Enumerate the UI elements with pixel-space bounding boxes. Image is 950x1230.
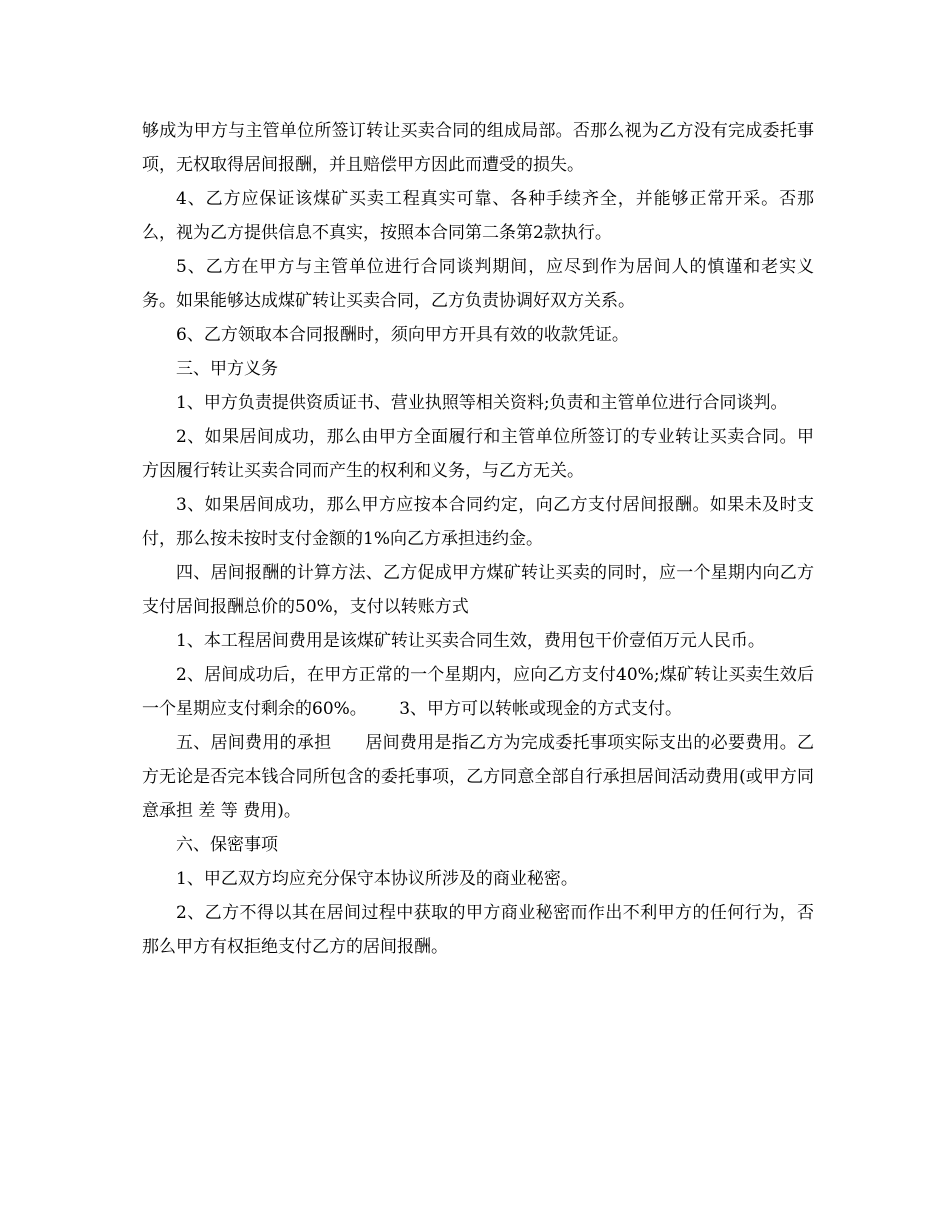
document-body xyxy=(142,114,814,964)
paragraph-fee-clause-1: 1、本工程居间费用是该煤矿转让买卖合同生效，费用包干价壹佰万元人民币。 xyxy=(176,631,765,651)
paragraph-clause-4: 4、乙方应保证该煤矿买卖工程真实可靠、各种手续齐全，并能够正常开采。否那么，视为乙方提供信息不真实，按照本合同第二条第2款执行。 xyxy=(142,189,814,243)
paragraph-a-clause-2: 2、如果居间成功，那么由甲方全面履行和主管单位所签订的专业转让买卖合同。甲方因履行转让买卖合同而产生的权利和义务，与乙方无关。 xyxy=(142,427,814,481)
paragraph-a-clause-1: 1、甲方负责提供资质证书、营业执照等相关资料;负责和主管单位进行合同谈判。 xyxy=(176,393,788,413)
section-heading-confidentiality: 六、保密事项 xyxy=(176,835,278,855)
paragraph-a-clause-3: 3、如果居间成功，那么甲方应按本合同约定，向乙方支付居间报酬。如果未及时支付，那么按未按时支付金额的1%向乙方承担违约金。 xyxy=(142,495,814,549)
paragraph-confidentiality-1: 1、甲乙双方均应充分保守本协议所涉及的商业秘密。 xyxy=(176,869,578,889)
paragraph-fee-clause-2-3: 2、居间成功后，在甲方正常的一个星期内，应向乙方支付40%;煤矿转让买卖生效后一个星期应支付剩余的60%。 3、甲方可以转帐或现金的方式支付。 xyxy=(142,665,814,719)
section-heading-party-a-obligations: 三、甲方义务 xyxy=(176,359,278,379)
paragraph-continuation: 够成为甲方与主管单位所签订转让买卖合同的组成局部。否那么视为乙方没有完成委托事项，无权取得居间报酬，并且赔偿甲方因此而遭受的损失。 xyxy=(142,121,814,175)
section-fee-bearing: 五、居间费用的承担 居间费用是指乙方为完成委托事项实际支出的必要费用。乙方无论是否完本钱合同所包含的委托事项，乙方同意全部自行承担居间活动费用(或甲方同意承担 差 等 费用)。 xyxy=(142,733,814,821)
section-heading-fee-calculation: 四、居间报酬的计算方法、乙方促成甲方煤矿转让买卖的同时，应一个星期内向乙方支付居间报酬总价的50%，支付以转账方式 xyxy=(142,563,814,617)
paragraph-clause-5: 5、乙方在甲方与主管单位进行合同谈判期间，应尽到作为居间人的慎谨和老实义务。如果能够达成煤矿转让买卖合同，乙方负责协调好双方关系。 xyxy=(142,257,814,311)
paragraph-confidentiality-2: 2、乙方不得以其在居间过程中获取的甲方商业秘密而作出不利甲方的任何行为，否那么甲方有权拒绝支付乙方的居间报酬。 xyxy=(142,903,814,957)
paragraph-clause-6: 6、乙方领取本合同报酬时，须向甲方开具有效的收款凭证。 xyxy=(176,325,629,345)
